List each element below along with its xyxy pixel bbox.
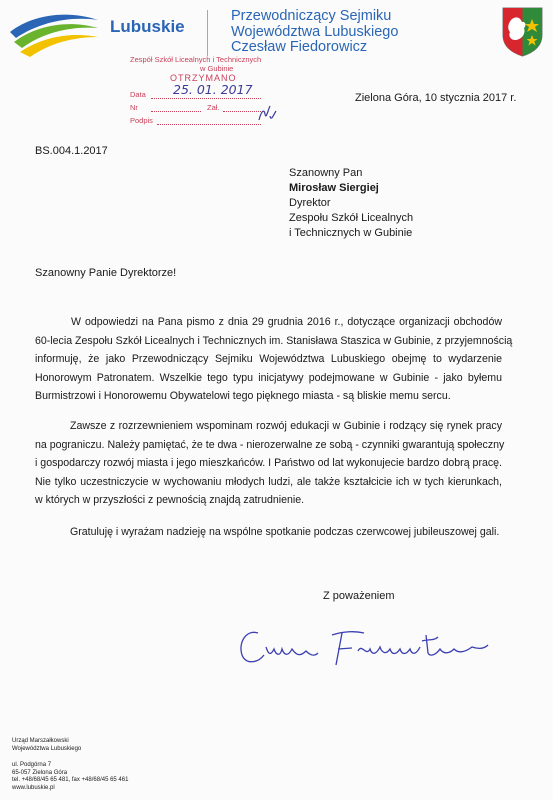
received-stamp (127, 52, 299, 130)
reference-number: BS.004.1.2017 (35, 145, 108, 157)
header-divider (207, 10, 208, 56)
footer-website[interactable]: www.lubuskie.pl (12, 784, 55, 791)
coat-of-arms-icon (502, 7, 543, 57)
stamp-nr-line (151, 111, 201, 112)
paragraph-3: Gratuluję i wyrażam nadzieję na wspólne spotkanie podczas czerwcowej jubileuszowej gali. (70, 526, 500, 538)
stamp-org-line: Zespół Szkół Licealnych i Technicznych (130, 55, 262, 64)
recipient-name: Mirosław Siergiej (289, 182, 379, 194)
lubuskie-logo-icon (8, 12, 100, 58)
closing: Z poważeniem (323, 590, 395, 602)
header-title: Przewodniczący Sejmiku Województwa Lubuskiego Czesław Fiedorowicz (231, 8, 399, 55)
stamp-org-town: w Gubinie (200, 64, 234, 73)
handwritten-signature-icon (236, 619, 492, 671)
paragraph-2: Zawsze z rozrzewnieniem wspominam rozwój edukacji w Gubinie i rodzący się rynek pracy na pograniczu. Należy pamiętać, że te dwa - nierozerwalne ze sobą - czynniki gwarantują społeczny i gospodarczy rozwój miasta i jego mieszkańców. I Państwo od lat wykonujecie bardzo dobrą pracę. Nie tylko uczestniczycie w wychowaniu młodych ludzi, ale także kształcicie ich w tych kierunkach, w których w przyszłości z pewnością znajdą zatrudnienie. (35, 420, 505, 506)
stamp-received: OTRZYMANO (170, 73, 237, 83)
place-date: Zielona Góra, 10 stycznia 2017 r. (355, 92, 517, 104)
stamp-date-value: 25. 01. 2017 (173, 82, 253, 97)
stamp-date-label: Data (130, 90, 146, 99)
stamp-sign-label: Podpis (130, 116, 153, 125)
stamp-date-line (151, 98, 261, 99)
paragraph-1: W odpowiedzi na Pana pismo z dnia 29 grudnia 2016 r., dotyczące organizacji obchodów 60-lecia Zespołu Szkół Licealnych i Technicznych im. Stanisława Staszica w Gubinie, z przyjemnością informuję, że jako Przewodniczący Sejmiku Województwa Lubuskiego obejmę to wydarzenie Honorowym Patronatem. Wszelkie tego typu inicjatywy podejmowane w Gubinie - jako byłemu Burmistrzowi i Honorowemu Obywatelowi tego pięknego miasta - są bliskie memu sercu. (35, 316, 513, 402)
footer: Urząd Marszałkowski Województwa Lubuskiego ul. Podgórna 7 65-057 Zielona Góra tel. +48/68/45 65 481, fax +48/68/45 65 461 www.lubuskie.pl (12, 738, 129, 791)
stamp-initials-icon (255, 102, 281, 126)
greeting: Szanowny Panie Dyrektorze! (35, 267, 177, 279)
brand-name: Lubuskie (110, 17, 185, 36)
stamp-nr-suffix: Zał. (207, 103, 220, 112)
stamp-sign-line (157, 124, 261, 125)
recipient-block: Szanowny Pan Mirosław Siergiej Dyrektor Zespołu Szkół Licealnych i Technicznych w Gubinie (289, 167, 414, 239)
stamp-nr-label: Nr (130, 103, 138, 112)
